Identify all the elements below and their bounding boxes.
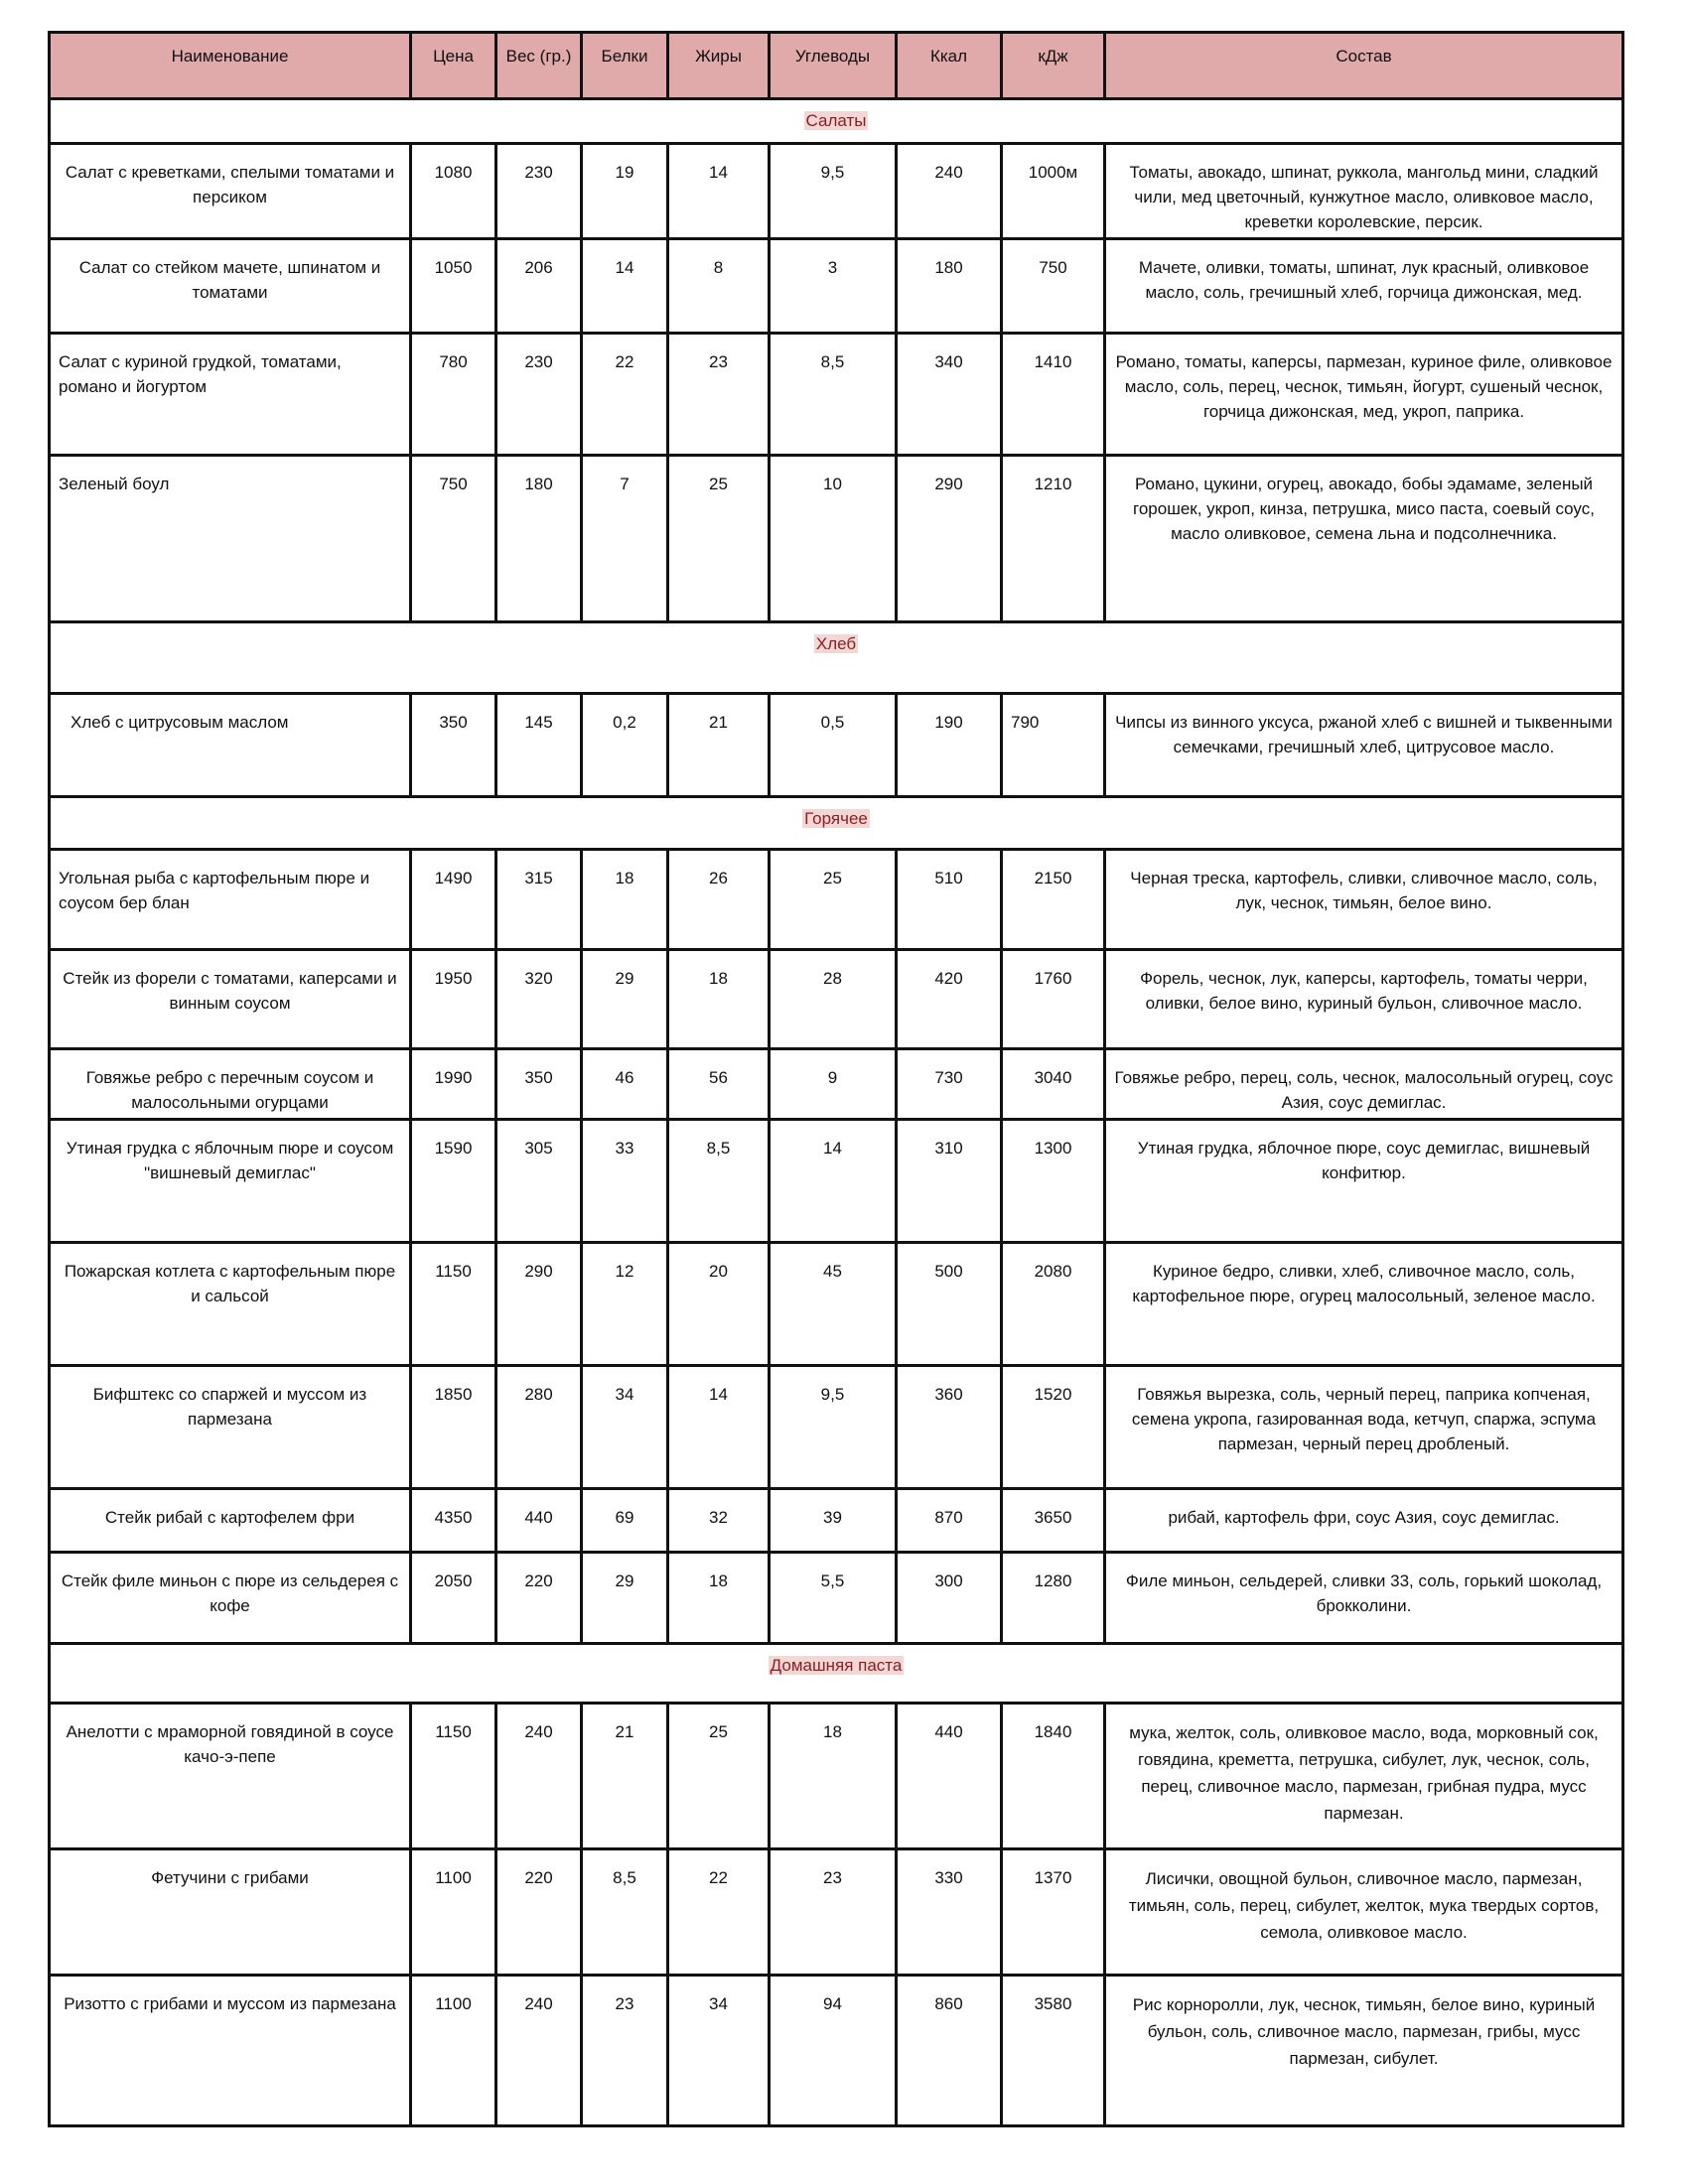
dish-kcal: 860 bbox=[897, 1976, 1002, 2126]
dish-weight: 230 bbox=[496, 144, 582, 239]
dish-weight: 206 bbox=[496, 239, 582, 334]
dish-name: Бифштекс со спаржей и муссом из пармезана bbox=[50, 1366, 411, 1489]
section-title-cell bbox=[50, 1644, 1623, 1704]
dish-weight: 220 bbox=[496, 1849, 582, 1976]
header-kcal: Ккал bbox=[897, 33, 1002, 99]
dish-kj: 790 bbox=[1002, 694, 1105, 797]
table-row bbox=[50, 1366, 1623, 1489]
dish-carbs: 9 bbox=[770, 1049, 897, 1120]
section-title: Горячее bbox=[804, 809, 868, 828]
table-row bbox=[50, 1553, 1623, 1644]
header-composition: Состав bbox=[1105, 33, 1623, 99]
dish-weight: 180 bbox=[496, 456, 582, 622]
dish-protein: 18 bbox=[582, 850, 668, 950]
header-row bbox=[50, 33, 1623, 99]
dish-composition: Черная треска, картофель, сливки, сливочное масло, соль, лук, чеснок, тимьян, белое вино. bbox=[1105, 850, 1623, 950]
dish-kj: 2080 bbox=[1002, 1243, 1105, 1366]
dish-price: 1850 bbox=[411, 1366, 496, 1489]
dish-composition: мука, желток, соль, оливковое масло, вода, морковный сок, говядина, креметта, петрушка, сибулет, лук, чеснок, соль, перец, сливочное масло, пармезан, грибная пудра, мусс пармезан. bbox=[1105, 1704, 1623, 1849]
dish-weight: 350 bbox=[496, 1049, 582, 1120]
dish-name: Ризотто с грибами и муссом из пармезана bbox=[50, 1976, 411, 2126]
dish-weight: 220 bbox=[496, 1553, 582, 1644]
dish-protein: 8,5 bbox=[582, 1849, 668, 1976]
header-price: Цена bbox=[411, 33, 496, 99]
table-row bbox=[50, 1243, 1623, 1366]
dish-protein: 69 bbox=[582, 1489, 668, 1553]
dish-fat: 14 bbox=[668, 144, 770, 239]
dish-protein: 23 bbox=[582, 1976, 668, 2126]
section-title: Домашняя паста bbox=[770, 1656, 903, 1675]
dish-kj: 1520 bbox=[1002, 1366, 1105, 1489]
dish-weight: 440 bbox=[496, 1489, 582, 1553]
dish-weight: 315 bbox=[496, 850, 582, 950]
dish-kcal: 290 bbox=[897, 456, 1002, 622]
dish-price: 1590 bbox=[411, 1120, 496, 1243]
dish-carbs: 45 bbox=[770, 1243, 897, 1366]
dish-kj: 1300 bbox=[1002, 1120, 1105, 1243]
dish-kcal: 330 bbox=[897, 1849, 1002, 1976]
section-title: Хлеб bbox=[815, 634, 857, 653]
table-row bbox=[50, 1049, 1623, 1120]
dish-carbs: 23 bbox=[770, 1849, 897, 1976]
dish-kcal: 300 bbox=[897, 1553, 1002, 1644]
dish-composition: Форель, чеснок, лук, каперсы, картофель, томаты черри, оливки, белое вино, куриный бульон, сливочное масло. bbox=[1105, 950, 1623, 1049]
dish-kj: 2150 bbox=[1002, 850, 1105, 950]
dish-kcal: 310 bbox=[897, 1120, 1002, 1243]
section-row bbox=[50, 1644, 1623, 1704]
dish-price: 1490 bbox=[411, 850, 496, 950]
section-title-cell bbox=[50, 797, 1623, 850]
dish-kj: 1280 bbox=[1002, 1553, 1105, 1644]
dish-fat: 8 bbox=[668, 239, 770, 334]
dish-carbs: 9,5 bbox=[770, 1366, 897, 1489]
table-row bbox=[50, 950, 1623, 1049]
dish-carbs: 0,5 bbox=[770, 694, 897, 797]
dish-protein: 12 bbox=[582, 1243, 668, 1366]
dish-fat: 22 bbox=[668, 1849, 770, 1976]
dish-name: Стейк рибай с картофелем фри bbox=[50, 1489, 411, 1553]
dish-weight: 290 bbox=[496, 1243, 582, 1366]
dish-composition: Утиная грудка, яблочное пюре, соус демиглас, вишневый конфитюр. bbox=[1105, 1120, 1623, 1243]
table-row bbox=[50, 1849, 1623, 1976]
dish-kcal: 440 bbox=[897, 1704, 1002, 1849]
dish-name: Салат со стейком мачете, шпинатом и томатами bbox=[50, 239, 411, 334]
dish-composition: Филе миньон, сельдерей, сливки 33, соль, горький шоколад, брокколини. bbox=[1105, 1553, 1623, 1644]
dish-fat: 25 bbox=[668, 1704, 770, 1849]
dish-carbs: 8,5 bbox=[770, 334, 897, 456]
dish-kcal: 870 bbox=[897, 1489, 1002, 1553]
dish-composition: Томаты, авокадо, шпинат, руккола, мангольд мини, сладкий чили, мед цветочный, кунжутное масло, оливковое масло, креветки королевские, персик. bbox=[1105, 144, 1623, 239]
header-weight: Вес (гр.) bbox=[496, 33, 582, 99]
dish-fat: 20 bbox=[668, 1243, 770, 1366]
dish-protein: 34 bbox=[582, 1366, 668, 1489]
dish-fat: 8,5 bbox=[668, 1120, 770, 1243]
dish-price: 1100 bbox=[411, 1849, 496, 1976]
header-kj: кДж bbox=[1002, 33, 1105, 99]
dish-weight: 240 bbox=[496, 1704, 582, 1849]
section-row bbox=[50, 797, 1623, 850]
dish-name: Фетучини с грибами bbox=[50, 1849, 411, 1976]
dish-composition: Чипсы из винного уксуса, ржаной хлеб с вишней и тыквенными семечками, гречишный хлеб, цитрусовое масло. bbox=[1105, 694, 1623, 797]
dish-weight: 230 bbox=[496, 334, 582, 456]
dish-price: 1950 bbox=[411, 950, 496, 1049]
dish-kj: 3650 bbox=[1002, 1489, 1105, 1553]
dish-protein: 29 bbox=[582, 950, 668, 1049]
dish-carbs: 14 bbox=[770, 1120, 897, 1243]
dish-fat: 26 bbox=[668, 850, 770, 950]
section-title: Салаты bbox=[805, 111, 867, 130]
dish-carbs: 9,5 bbox=[770, 144, 897, 239]
dish-protein: 19 bbox=[582, 144, 668, 239]
dish-kcal: 360 bbox=[897, 1366, 1002, 1489]
dish-price: 1150 bbox=[411, 1243, 496, 1366]
dish-kj: 3580 bbox=[1002, 1976, 1105, 2126]
dish-weight: 320 bbox=[496, 950, 582, 1049]
table-row bbox=[50, 144, 1623, 239]
header-carbs: Углеводы bbox=[770, 33, 897, 99]
table-row bbox=[50, 1704, 1623, 1849]
dish-kcal: 240 bbox=[897, 144, 1002, 239]
dish-name: Пожарская котлета с картофельным пюре и сальсой bbox=[50, 1243, 411, 1366]
dish-protein: 22 bbox=[582, 334, 668, 456]
dish-carbs: 3 bbox=[770, 239, 897, 334]
dish-price: 4350 bbox=[411, 1489, 496, 1553]
dish-protein: 46 bbox=[582, 1049, 668, 1120]
dish-name: Салат с креветками, спелыми томатами и персиком bbox=[50, 144, 411, 239]
header-protein: Белки bbox=[582, 33, 668, 99]
dish-composition: Лисички, овощной бульон, сливочное масло, пармезан, тимьян, соль, перец, сибулет, желток, мука твердых сортов, семола, оливковое масло. bbox=[1105, 1849, 1623, 1976]
table-row bbox=[50, 1120, 1623, 1243]
dish-kcal: 340 bbox=[897, 334, 1002, 456]
dish-protein: 29 bbox=[582, 1553, 668, 1644]
table-row bbox=[50, 694, 1623, 797]
dish-kj: 1410 bbox=[1002, 334, 1105, 456]
section-title-cell bbox=[50, 99, 1623, 144]
dish-protein: 7 bbox=[582, 456, 668, 622]
dish-fat: 25 bbox=[668, 456, 770, 622]
dish-price: 1100 bbox=[411, 1976, 496, 2126]
dish-carbs: 39 bbox=[770, 1489, 897, 1553]
dish-weight: 280 bbox=[496, 1366, 582, 1489]
dish-kcal: 500 bbox=[897, 1243, 1002, 1366]
dish-price: 350 bbox=[411, 694, 496, 797]
dish-carbs: 10 bbox=[770, 456, 897, 622]
table-row bbox=[50, 456, 1623, 622]
dish-name: Стейк филе миньон с пюре из сельдерея с кофе bbox=[50, 1553, 411, 1644]
dish-composition: Говяжья вырезка, соль, черный перец, паприка копченая, семена укропа, газированная вода, кетчуп, спаржа, эспума пармезан, черный перец дробленый. bbox=[1105, 1366, 1623, 1489]
dish-kj: 750 bbox=[1002, 239, 1105, 334]
dish-weight: 305 bbox=[496, 1120, 582, 1243]
dish-fat: 21 bbox=[668, 694, 770, 797]
section-row bbox=[50, 99, 1623, 144]
dish-composition: Романо, цукини, огурец, авокадо, бобы эдамаме, зеленый горошек, укроп, кинза, петрушка, мисо паста, соевый соус, масло оливковое, семена льна и подсолнечника. bbox=[1105, 456, 1623, 622]
dish-composition: Мачете, оливки, томаты, шпинат, лук красный, оливковое масло, соль, гречишный хлеб, горчица дижонская, мед. bbox=[1105, 239, 1623, 334]
dish-protein: 33 bbox=[582, 1120, 668, 1243]
dish-weight: 145 bbox=[496, 694, 582, 797]
dish-name: Стейк из форели с томатами, каперсами и винным соусом bbox=[50, 950, 411, 1049]
dish-carbs: 5,5 bbox=[770, 1553, 897, 1644]
dish-kj: 1760 bbox=[1002, 950, 1105, 1049]
dish-price: 1990 bbox=[411, 1049, 496, 1120]
dish-fat: 32 bbox=[668, 1489, 770, 1553]
dish-name: Анелотти с мраморной говядиной в соусе качо-э-пепе bbox=[50, 1704, 411, 1849]
dish-kcal: 190 bbox=[897, 694, 1002, 797]
dish-kj: 1370 bbox=[1002, 1849, 1105, 1976]
dish-price: 1050 bbox=[411, 239, 496, 334]
dish-kj: 1840 bbox=[1002, 1704, 1105, 1849]
dish-protein: 0,2 bbox=[582, 694, 668, 797]
dish-price: 750 bbox=[411, 456, 496, 622]
dish-composition: Говяжье ребро, перец, соль, чеснок, малосольный огурец, соус Азия, соус демиглас. bbox=[1105, 1049, 1623, 1120]
table-row bbox=[50, 334, 1623, 456]
dish-name: Хлеб с цитрусовым маслом bbox=[50, 694, 411, 797]
dish-weight: 240 bbox=[496, 1976, 582, 2126]
dish-fat: 18 bbox=[668, 1553, 770, 1644]
dish-fat: 23 bbox=[668, 334, 770, 456]
dish-protein: 14 bbox=[582, 239, 668, 334]
dish-carbs: 25 bbox=[770, 850, 897, 950]
dish-name: Салат с куриной грудкой, томатами, романо и йогуртом bbox=[50, 334, 411, 456]
table-row bbox=[50, 850, 1623, 950]
dish-kj: 1000м bbox=[1002, 144, 1105, 239]
dish-fat: 18 bbox=[668, 950, 770, 1049]
dish-carbs: 28 bbox=[770, 950, 897, 1049]
section-row bbox=[50, 622, 1623, 694]
dish-price: 780 bbox=[411, 334, 496, 456]
header-fat: Жиры bbox=[668, 33, 770, 99]
dish-composition: рибай, картофель фри, соус Азия, соус демиглас. bbox=[1105, 1489, 1623, 1553]
dish-name: Говяжье ребро с перечным соусом и малосольными огурцами bbox=[50, 1049, 411, 1120]
dish-composition: Куриное бедро, сливки, хлеб, сливочное масло, соль, картофельное пюре, огурец малосольный, зеленое масло. bbox=[1105, 1243, 1623, 1366]
dish-kj: 1210 bbox=[1002, 456, 1105, 622]
header-name: Наименование bbox=[50, 33, 411, 99]
dish-price: 1150 bbox=[411, 1704, 496, 1849]
table-row bbox=[50, 239, 1623, 334]
dish-fat: 56 bbox=[668, 1049, 770, 1120]
dish-kcal: 510 bbox=[897, 850, 1002, 950]
dish-fat: 34 bbox=[668, 1976, 770, 2126]
dish-name: Угольная рыба с картофельным пюре и соусом бер блан bbox=[50, 850, 411, 950]
dish-carbs: 18 bbox=[770, 1704, 897, 1849]
dish-name: Зеленый боул bbox=[50, 456, 411, 622]
section-title-cell bbox=[50, 622, 1623, 694]
dish-kj: 3040 bbox=[1002, 1049, 1105, 1120]
dish-kcal: 730 bbox=[897, 1049, 1002, 1120]
dish-protein: 21 bbox=[582, 1704, 668, 1849]
dish-kcal: 420 bbox=[897, 950, 1002, 1049]
dish-price: 1080 bbox=[411, 144, 496, 239]
dish-kcal: 180 bbox=[897, 239, 1002, 334]
dish-carbs: 94 bbox=[770, 1976, 897, 2126]
dish-name: Утиная грудка с яблочным пюре и соусом "вишневый демиглас" bbox=[50, 1120, 411, 1243]
table-row bbox=[50, 1976, 1623, 2126]
table-row bbox=[50, 1489, 1623, 1553]
dish-composition: Романо, томаты, каперсы, пармезан, куриное филе, оливковое масло, соль, перец, чеснок, тимьян, йогурт, сушеный чеснок, горчица дижонская, мед, укроп, паприка. bbox=[1105, 334, 1623, 456]
dish-price: 2050 bbox=[411, 1553, 496, 1644]
dish-composition: Рис корноролли, лук, чеснок, тимьян, белое вино, куриный бульон, соль, сливочное масло, пармезан, грибы, мусс пармезан, сибулет. bbox=[1105, 1976, 1623, 2126]
dish-fat: 14 bbox=[668, 1366, 770, 1489]
menu-table bbox=[48, 31, 1624, 2127]
